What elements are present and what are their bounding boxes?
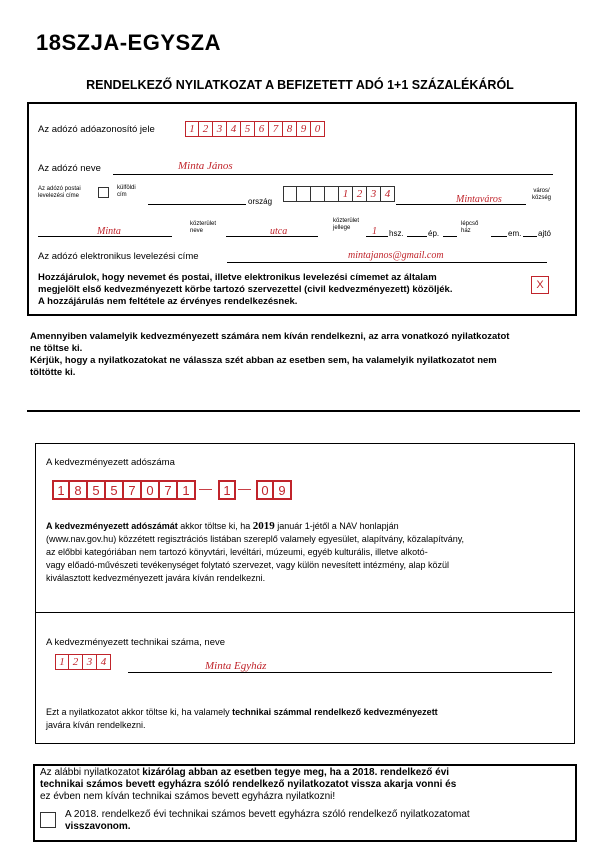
beneficiary-tech-label: A kedvezményezett technikai száma, neve [46, 637, 226, 648]
desc-bold: A kedvezményezett adószámát [46, 521, 178, 531]
postal-label [38, 186, 81, 200]
stair-label [461, 221, 478, 235]
zip-cell[interactable]: 1 [339, 186, 353, 202]
beneficiary-tax-digit[interactable]: 7 [124, 480, 142, 500]
tech-number-digit[interactable]: 3 [83, 654, 97, 670]
zip-cell[interactable] [325, 186, 339, 202]
foreign-label-line1: külföldi [117, 185, 136, 191]
beneficiary-tax-label: A kedvezményezett adószáma [46, 457, 175, 468]
tax-id-cell[interactable]: 2 [199, 121, 213, 137]
dash-1: — [199, 481, 212, 496]
tax-id-cell[interactable]: 0 [311, 121, 325, 137]
consent-line-2: megjelölt első kedvezményezett körbe tartozó szervezettel (civil kedvezményezett) közöljék. [38, 284, 453, 295]
desc-line-4: vagy előadó-művészeti tevékenységet folytató szervezet, vagy külön nevesített intézmény, alap közül [46, 560, 450, 570]
notice-line-2: ne töltse ki. [30, 343, 83, 354]
desc-line-5: kiválasztott kedvezményezett javára kíván rendelkezni. [46, 573, 266, 583]
email-line[interactable] [227, 262, 547, 263]
tech-name-value: Minta Egyház [205, 660, 267, 672]
notice-line-3: Kérjük, hogy a nyilatkozatokat ne válassza szét abban az esetben sem, ha valamelyik nyilatkozatot nem [30, 355, 497, 366]
beneficiary-tax-digit[interactable]: 8 [70, 480, 88, 500]
revoke-text [40, 767, 456, 803]
street-type-value: utca [270, 226, 288, 237]
desc-b: január 1-jétől a NAV honlapján [274, 521, 399, 531]
consent-text [38, 272, 452, 308]
tech-number-cells[interactable] [55, 654, 111, 670]
revoke-check-line-1: A 2018. rendelkező évi technikai számos bevett egyházra szóló rendelkező nyilatkozatomat [65, 809, 470, 820]
building-label: ép. [428, 229, 440, 238]
street-type-label-line1: közterület [333, 218, 360, 224]
house-number-label: hsz. [389, 229, 404, 238]
desc-year: 2019 [252, 520, 275, 532]
tax-id-cell[interactable]: 7 [269, 121, 283, 137]
stair-line[interactable] [443, 236, 457, 237]
foreign-label [117, 185, 136, 199]
stair-label-line2: ház [461, 228, 471, 234]
name-label: Az adózó neve [38, 163, 101, 174]
zip-cell[interactable]: 3 [367, 186, 381, 202]
tech-number-digit[interactable]: 1 [55, 654, 69, 670]
zip-cell[interactable] [283, 186, 297, 202]
tax-id-cell[interactable]: 5 [241, 121, 255, 137]
tech-desc-bold: technikai számmal rendelkező kedvezményezett [232, 707, 438, 717]
country-label: ország [248, 197, 273, 206]
floor-line[interactable] [491, 236, 507, 237]
stair-label-line1: lépcső [461, 221, 479, 227]
zip-cell[interactable]: 2 [353, 186, 367, 202]
beneficiary-tax-group1[interactable] [52, 480, 196, 500]
desc-line-1 [46, 520, 464, 533]
floor-label: em. [508, 229, 522, 238]
zip-cells[interactable] [283, 186, 395, 202]
tech-desc-line-2: javára kíván rendelkezni. [46, 720, 146, 730]
beneficiary-tax-digit[interactable]: 9 [274, 480, 292, 500]
consent-mark: X [536, 279, 544, 291]
dash-2: — [238, 481, 251, 496]
country-line[interactable] [148, 204, 246, 205]
beneficiary-tax-digit[interactable]: 7 [160, 480, 178, 500]
notice-line-1: Amennyiben valamelyik kedvezményezett számára nem kíván rendelkezni, az arra vonatkozó nyilatkozatot [30, 331, 510, 342]
tax-id-cell[interactable]: 9 [297, 121, 311, 137]
door-label: ajtó [538, 229, 551, 238]
revoke-l1-bold: kizárólag abban az esetben tegye meg, ha a 2018. rendelkező évi [142, 767, 450, 778]
beneficiary-tax-group2[interactable] [218, 480, 236, 500]
tax-id-cell[interactable]: 6 [255, 121, 269, 137]
zip-cell[interactable] [311, 186, 325, 202]
revoke-line-2: technikai számos bevett egyházra szóló rendelkező nyilatkozatot vissza akarja vonni és [40, 779, 457, 790]
form-title: RENDELKEZŐ NYILATKOZAT A BEFIZETETT ADÓ 1+1 SZÁZALÉKÁRÓL [86, 78, 514, 92]
revoke-line-3: ez évben nem kíván technikai számos bevett egyházra nyilatkozni! [40, 791, 336, 802]
street-name-label [190, 221, 216, 235]
beneficiary-tax-digit[interactable]: 0 [256, 480, 274, 500]
tech-name-line[interactable] [128, 672, 552, 673]
postal-label-line2: levelezési címe [38, 193, 80, 199]
beneficiary-tech-description [46, 706, 438, 732]
email-label: Az adózó elektronikus levelezési címe [38, 251, 199, 262]
name-line[interactable] [113, 174, 553, 175]
tax-id-cell[interactable]: 3 [213, 121, 227, 137]
tech-desc-line-1 [46, 706, 438, 719]
email-value: mintajanos@gmail.com [348, 250, 444, 261]
tax-id-cell[interactable]: 1 [185, 121, 199, 137]
house-number-line[interactable] [366, 236, 388, 237]
street-type-label-line2: jellege [333, 225, 351, 231]
desc-a: akkor töltse ki, ha [177, 521, 253, 531]
house-number-value: 1 [372, 226, 377, 237]
tax-id-cell[interactable]: 8 [283, 121, 297, 137]
tech-number-digit[interactable]: 2 [69, 654, 83, 670]
street-name-label-line2: neve [190, 228, 204, 234]
consent-line-1: Hozzájárulok, hogy nevemet és postai, illetve elektronikus levelezési címemet az általam [38, 272, 437, 283]
city-label-line2: község [532, 195, 552, 201]
revoke-checkbox[interactable] [40, 812, 56, 828]
beneficiary-tax-group3[interactable] [256, 480, 292, 500]
beneficiary-tax-description [46, 520, 464, 585]
form-code: 18SZJA-EGYSZA [36, 30, 221, 55]
revoke-check-line-2: visszavonom. [65, 821, 131, 832]
street-value: Minta [97, 226, 121, 237]
street-type-label [333, 218, 359, 232]
city-label [532, 188, 551, 202]
notice [30, 331, 509, 379]
foreign-label-line2: cím [117, 192, 127, 198]
consent-line-3: A hozzájárulás nem feltétele az érvényes rendelkezésnek. [38, 296, 298, 307]
revoke-l1-a: Az alábbi nyilatkozatot [40, 767, 143, 778]
tax-id-label: Az adózó adóazonosító jele [38, 124, 155, 135]
tech-number-digit[interactable]: 4 [97, 654, 111, 670]
revoke-check-text [65, 809, 470, 833]
tech-desc-a: Ezt a nyilatkozatot akkor töltse ki, ha valamely [46, 707, 233, 717]
building-line[interactable] [407, 236, 427, 237]
beneficiary-tax-digit[interactable]: 5 [106, 480, 124, 500]
door-line[interactable] [523, 236, 537, 237]
revoke-line-1 [40, 767, 456, 779]
beneficiary-tax-digit[interactable]: 1 [218, 480, 236, 500]
tax-id-cell[interactable]: 4 [227, 121, 241, 137]
notice-line-4: töltötte ki. [30, 367, 76, 378]
desc-line-2: (www.nav.gov.hu) közzétett regisztrációs listában szereplő valamely egyesület, alapítvány, közalapítvány, [46, 534, 465, 544]
separator-line [27, 410, 580, 412]
beneficiary-tax-digit[interactable]: 0 [142, 480, 160, 500]
consent-checkbox[interactable] [531, 276, 549, 294]
beneficiary-tax-digit[interactable]: 1 [178, 480, 196, 500]
desc-line-3: az előbbi kategóriában nem tartozó könyvtári, levéltári, múzeumi, egyéb kulturális, illetve alkotó- [46, 547, 428, 557]
foreign-address-checkbox[interactable] [98, 187, 109, 198]
street-name-label-line1: közterület [190, 221, 217, 227]
city-label-line1: város/ [533, 188, 550, 194]
zip-cell[interactable] [297, 186, 311, 202]
beneficiary-tax-digit[interactable]: 1 [52, 480, 70, 500]
city-value: Mintaváros [456, 194, 502, 205]
postal-label-line1: Az adózó postai [38, 186, 81, 192]
tax-id-cells[interactable] [185, 121, 325, 137]
beneficiary-tax-digit[interactable]: 5 [88, 480, 106, 500]
name-value: Minta János [178, 160, 233, 172]
zip-cell[interactable]: 4 [381, 186, 395, 202]
